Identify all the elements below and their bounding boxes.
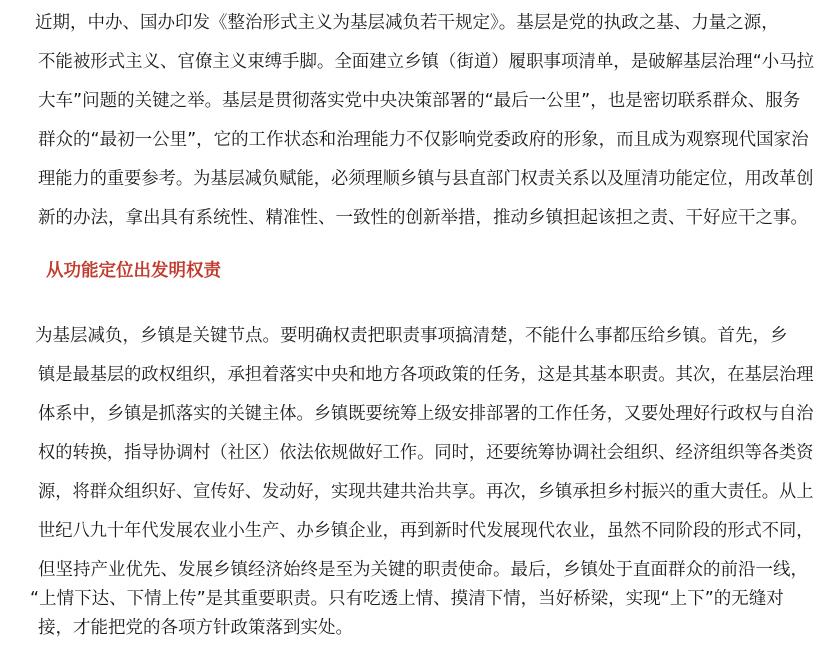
paragraph-2-line-1: 为基层减负，乡镇是关键节点。要明确权责把职责事项搞清楚，不能什么事都压给乡镇。首先，乡 bbox=[0, 326, 788, 346]
paragraph-1-line-2: 不能被形式主义、官僚主义束缚手脚。全面建立乡镇（街道）履职事项清单，是破解基层治理“小马拉 bbox=[38, 52, 815, 72]
paragraph-2-line-4: 权的转换，指导协调村（社区）依法依规做好工作。同时，还要统筹协调社会组织、经济组织等各类资 bbox=[38, 443, 814, 463]
paragraph-1-line-4: 群众的“最初一公里”，它的工作状态和治理能力不仅影响党委政府的形象，而且成为观察现代国家治 bbox=[38, 130, 809, 150]
paragraph-1-line-3: 大车”问题的关键之举。基层是贯彻落实党中央决策部署的“最后一公里”，也是密切联系群众、服务 bbox=[38, 91, 801, 111]
paragraph-1-line-5: 理能力的重要参考。为基层减负赋能，必须理顺乡镇与县直部门权责关系以及厘清功能定位，用改革创 bbox=[38, 169, 814, 189]
section-heading: 从功能定位出发明权责 bbox=[46, 261, 221, 281]
paragraph-2-line-9: 接，才能把党的各项方针政策落到实处。 bbox=[38, 618, 353, 638]
paragraph-2-line-8: “上情下达、下情上传”是其重要职责。只有吃透上情、摸清下情，当好桥梁，实现“上下”的无缝对 bbox=[30, 589, 784, 609]
paragraph-2-line-2: 镇是最基层的政权组织，承担着落实中央和地方各项政策的任务，这是其基本职责。其次，在基层治理 bbox=[38, 365, 814, 385]
paragraph-2-line-7: 但坚持产业优先、发展乡镇经济始终是至为关键的职责使命。最后，乡镇处于直面群众的前沿一线， bbox=[38, 560, 808, 580]
paragraph-1-line-6: 新的办法，拿出具有系统性、精准性、一致性的创新举措，推动乡镇担起该担之责、干好应干之事。 bbox=[38, 208, 808, 228]
paragraph-2-line-3: 体系中，乡镇是抓落实的关键主体。乡镇既要统筹上级安排部署的工作任务，又要处理好行政权与自治 bbox=[38, 404, 814, 424]
paragraph-2-line-6: 世纪八九十年代发展农业小生产、办乡镇企业，再到新时代发展现代农业，虽然不同阶段的形式不同， bbox=[38, 521, 814, 541]
paragraph-1-line-1: 近期，中办、国办印发《整治形式主义为基层减负若干规定》。基层是党的执政之基、力量之源， bbox=[0, 13, 779, 33]
paragraph-2-line-5: 源，将群众组织好、宣传好、发动好，实现共建共治共享。再次，乡镇承担乡村振兴的重大责任。从上 bbox=[38, 482, 814, 502]
